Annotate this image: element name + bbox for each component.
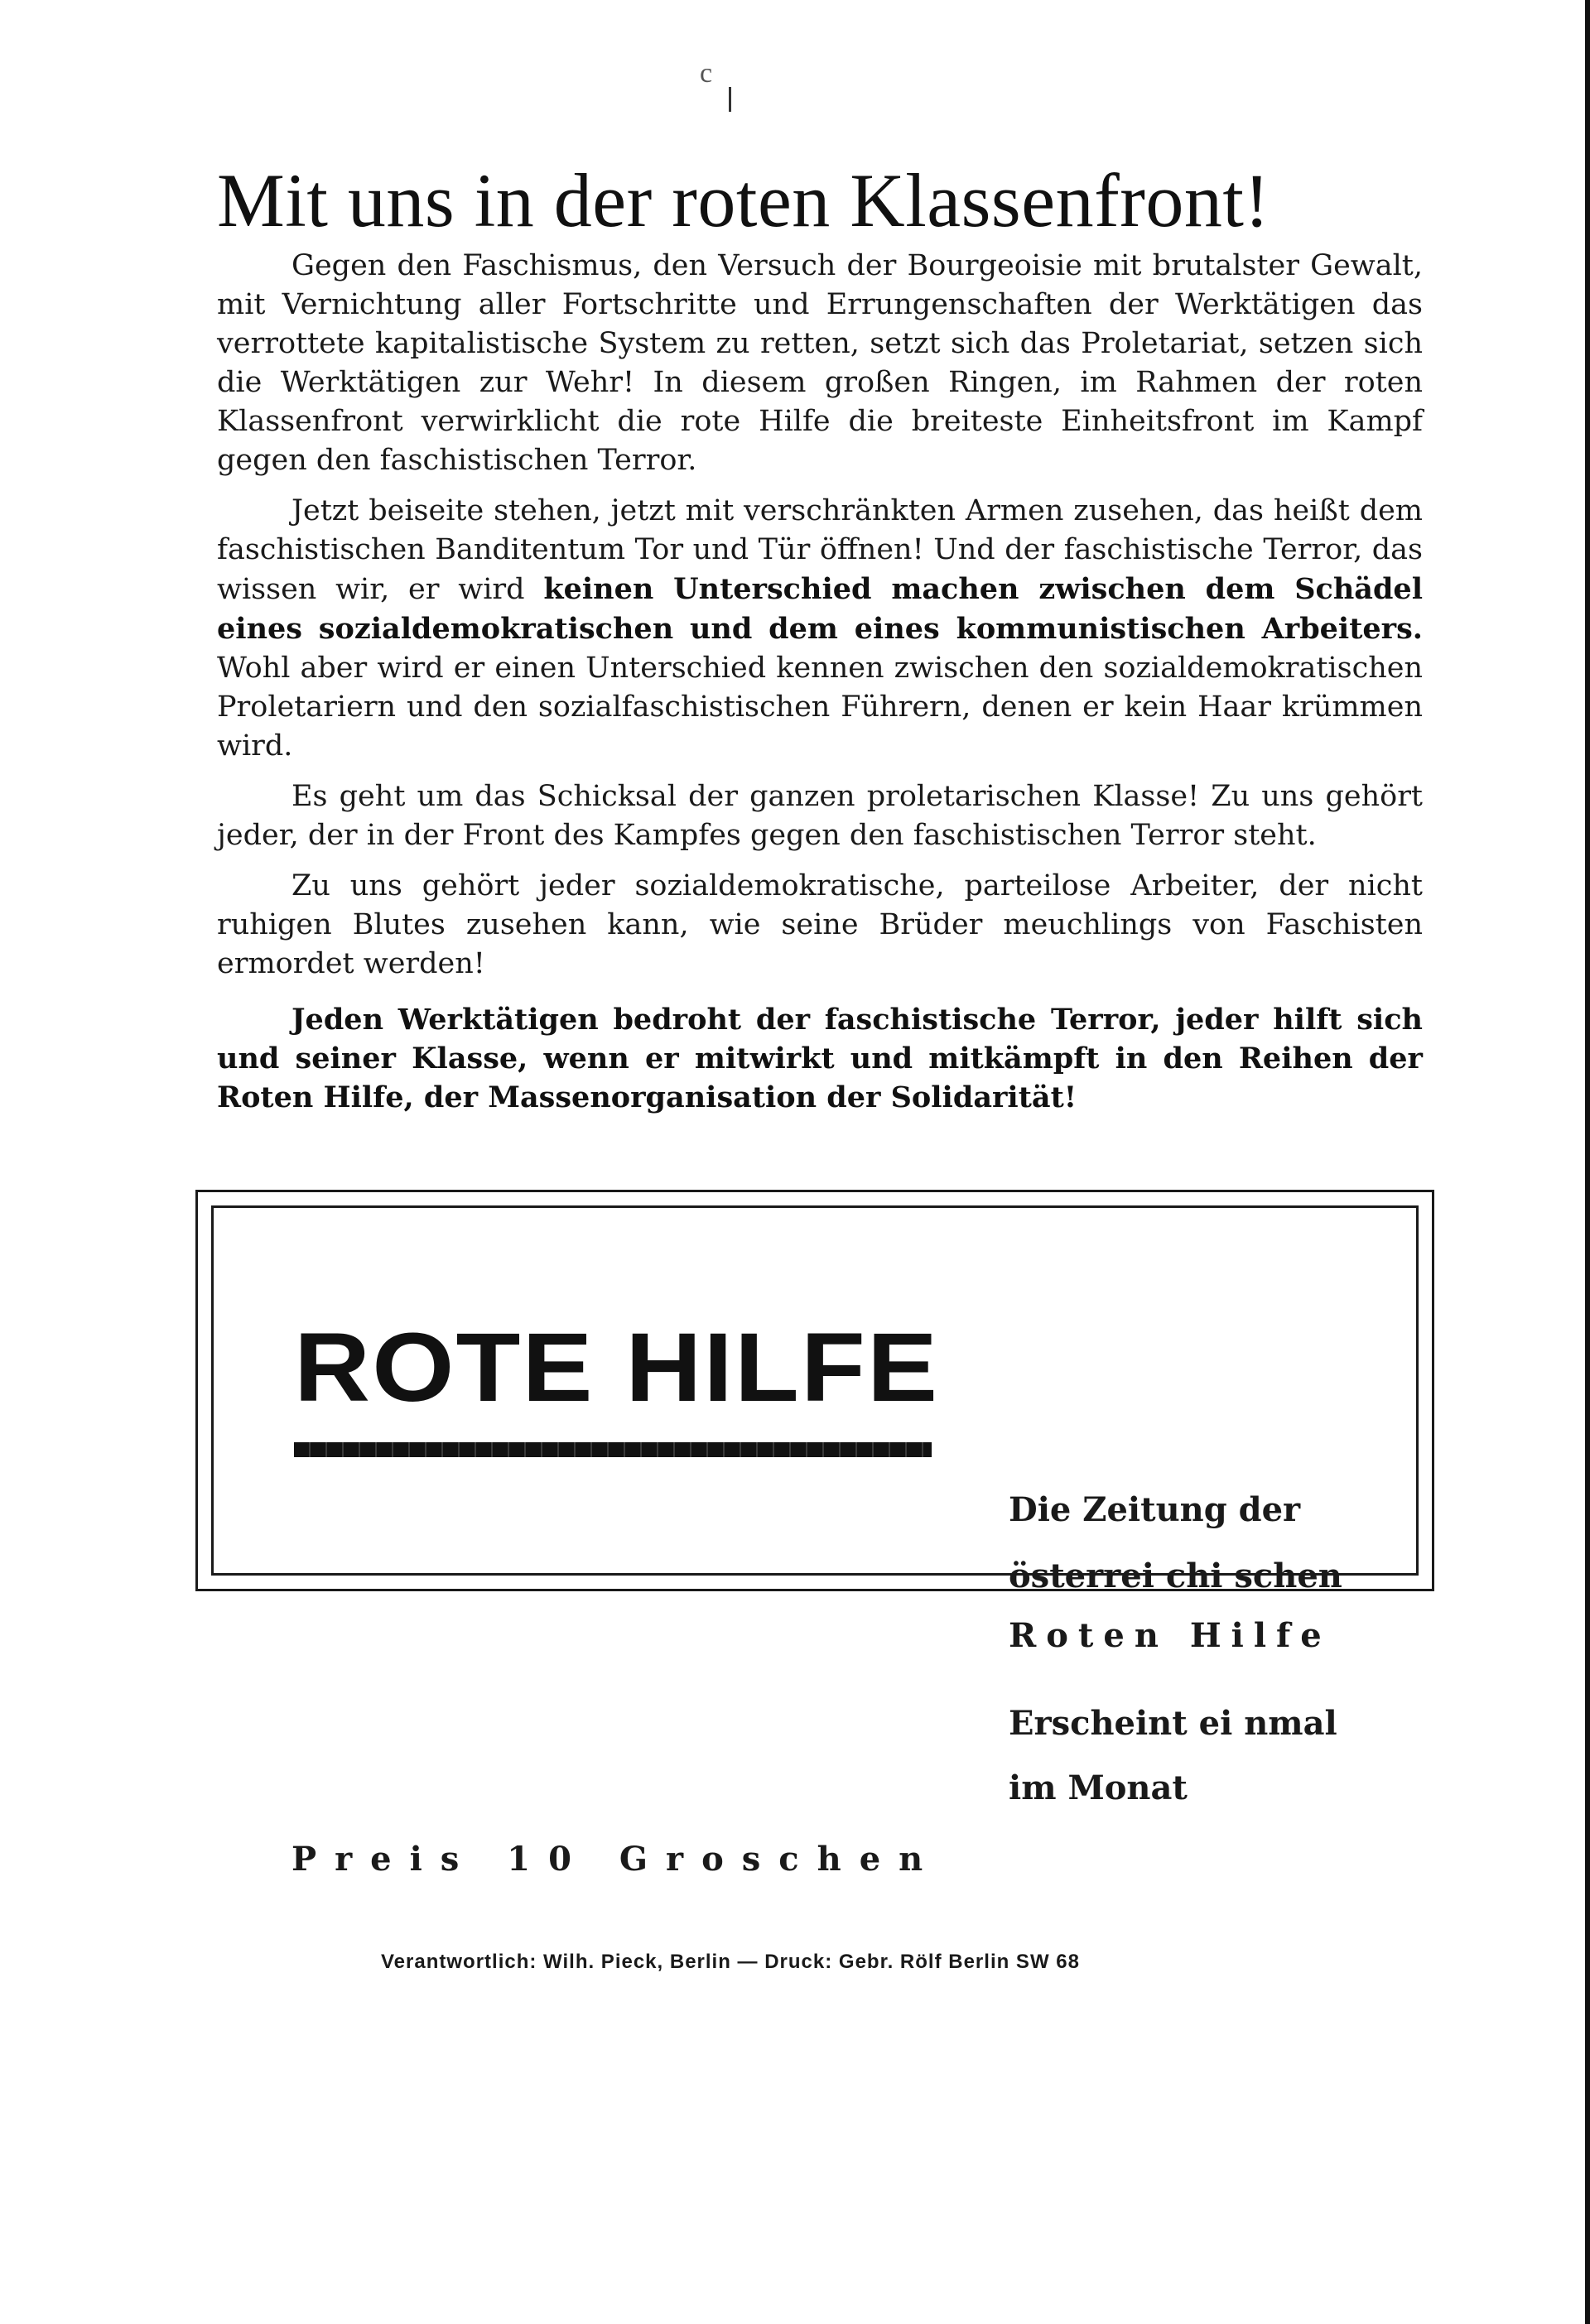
paragraph-2-part-a: Jetzt beiseite stehen, jetzt mit verschränkten Armen zusehen, das heißt dem faschistischen Banditentum Tor und Tür öffnen! Und der faschistische Terror, das wissen wir, er wird [217, 494, 1423, 606]
price-label: Preis 10 Groschen [292, 1840, 942, 1879]
paragraph-1: Gegen den Faschismus, den Versuch der Bourgeoisie mit brutalster Gewalt, mit Vernichtung aller Fortschritte und Errungenschaften der Werktätigen das verrottete kapitalistische System zu retten, setzt sich das Proletariat, setzen sich die Werktätigen zur Wehr! In diesem großen Ringen, im Rahmen der roten Klassenfront verwirklicht die rote Hilfe die breiteste Einheitsfront im Kampf gegen den faschistischen Terror. [217, 249, 1423, 477]
paragraph-2-emphasis: keinen Unterschied machen zwischen dem Schädel eines sozialdemokratischen und dem eines kommunistischen Arbeiters. [217, 572, 1423, 646]
page-marker: c [700, 58, 713, 89]
paragraph-2-part-c: Wohl aber wird er einen Unterschied kennen zwischen den sozialdemokratischen Proletariern und den sozialfaschistischen Führern, denen er kein Haar krümmen wird. [217, 652, 1423, 763]
headline: Mit uns in der roten Klassenfront! [217, 158, 1270, 243]
info-line-1: Die Zeitung der [1009, 1490, 1301, 1529]
brand-title: ROTE HILFE [294, 1313, 940, 1422]
info-line-5: im Monat [1009, 1768, 1188, 1807]
info-line-2: österrei chi schen [1009, 1557, 1342, 1595]
page-marker-tick [729, 87, 731, 112]
info-line-4: Erscheint ei nmal [1009, 1704, 1337, 1743]
imprint-line: Verantwortlich: Wilh. Pieck, Berlin — Druck: Gebr. Rölf Berlin SW 68 [381, 1951, 1080, 1973]
info-line-3: Roten Hilfe [1009, 1616, 1332, 1655]
brand-underline-rule [294, 1442, 932, 1457]
paragraph-3: Es geht um das Schicksal der ganzen proletarischen Klasse! Zu uns gehört jeder, der in der Front des Kampfes gegen den faschistischen Terror steht. [217, 780, 1423, 852]
paragraph-5-bold: Jeden Werktätigen bedroht der faschistische Terror, jeder hilft sich und seiner Klasse, wenn er mitwirkt und mitkämpft in den Reihen der Roten Hilfe, der Massenorganisation der Solidarität! [217, 1003, 1423, 1114]
scan-edge-line [1585, 0, 1590, 2324]
article-body [217, 247, 1423, 1128]
paragraph-4: Zu uns gehört jeder sozialdemokratische, parteilose Arbeiter, der nicht ruhigen Blutes zusehen kann, wie seine Brüder meuchlings von Faschisten ermordet werden! [217, 869, 1423, 980]
paragraph-2 [217, 492, 1423, 766]
